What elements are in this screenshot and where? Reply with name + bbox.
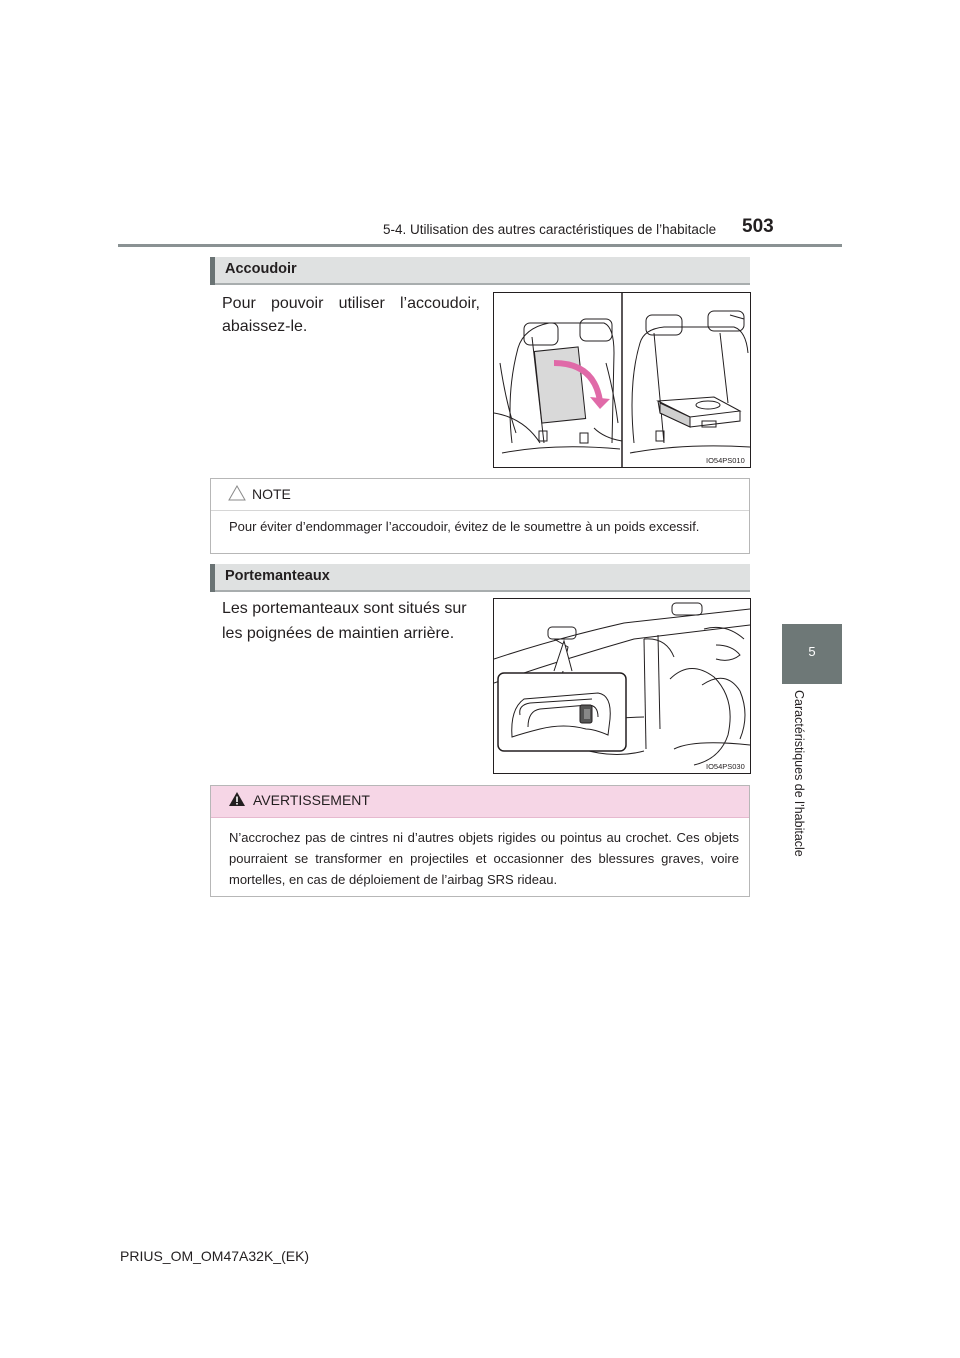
- note-text: Pour éviter d’endommager l’accoudoir, évitez de le soumettre à un poids excessif.: [229, 519, 700, 534]
- armrest-illustration: [494, 293, 750, 467]
- section-heading-title: Accoudoir: [225, 261, 297, 277]
- armrest-figure: [493, 292, 751, 468]
- note-header: [211, 479, 749, 511]
- section-heading-coat-hooks: [210, 564, 750, 592]
- section-heading-bar: [210, 564, 215, 592]
- header-rule: [118, 244, 842, 247]
- chapter-tab-label: [788, 690, 812, 870]
- chapter-tab-number: 5: [808, 644, 816, 659]
- section-heading-armrest: [210, 257, 750, 285]
- section-heading-bar: [210, 257, 215, 285]
- armrest-instruction: Pour pouvoir utiliser l’accoudoir, abaissez-le.: [222, 295, 480, 335]
- chapter-title: 5-4. Utilisation des autres caractéristiques de l’habitacle: [383, 222, 717, 237]
- document-code: PRIUS_OM_OM47A32K_(EK): [120, 1248, 310, 1264]
- section-heading-title: Portemanteaux: [225, 568, 330, 584]
- warning-text: N’accrochez pas de cintres ni d’autres objets rigides ou pointus au crochet. Ces objets pourraient se transformer en projectiles et occasionner des blessures graves, voire mortelles, en cas de déploiement de l’airbag SRS rideau.: [229, 830, 739, 887]
- coat-hook-illustration: [494, 599, 750, 773]
- caution-triangle-icon: [228, 485, 246, 501]
- warning-triangle-icon: [228, 791, 246, 807]
- chapter-tab-label-text: Caractéristiques de l’habitacle: [792, 690, 806, 857]
- note-title: NOTE: [252, 486, 291, 502]
- coat-hooks-figure-code: IO54PS030: [706, 762, 745, 771]
- page-number: 503: [742, 216, 774, 237]
- warning-title: AVERTISSEMENT: [253, 792, 370, 808]
- armrest-figure-code: IO54PS010: [706, 456, 745, 465]
- coat-hooks-instruction: Les portemanteaux sont situés sur les poignées de maintien arrière.: [222, 600, 467, 642]
- coat-hooks-figure: [493, 598, 751, 774]
